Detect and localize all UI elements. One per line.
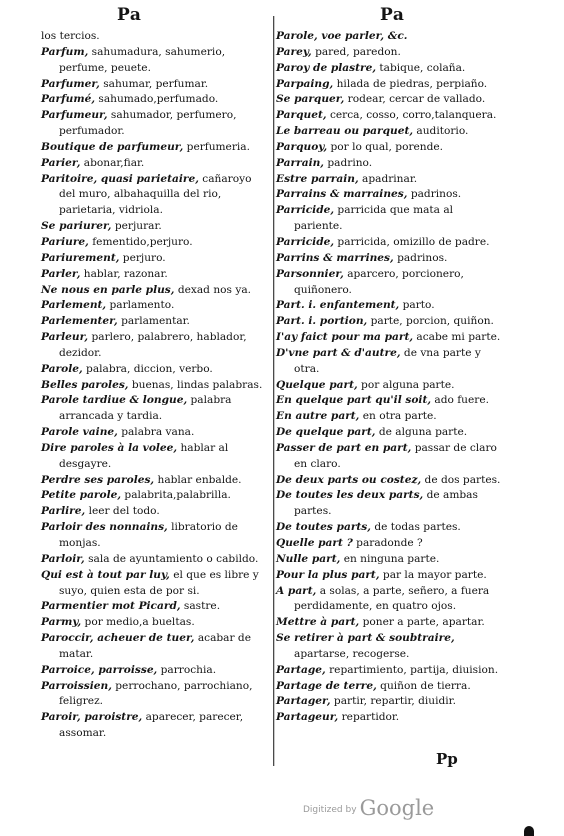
dictionary-entry (276, 346, 502, 378)
entry-headword: Parfum, (41, 45, 89, 58)
dictionary-entry (41, 330, 267, 362)
dictionary-entry (41, 140, 267, 156)
entry-translation: fementido,perjuro. (92, 235, 193, 248)
entry-translation: hablar, razonar. (83, 267, 168, 280)
entry-headword: Paroccir, acheuer de tuer, (41, 632, 195, 645)
entry-headword: Se pariurer, (41, 220, 112, 233)
dictionary-entry (276, 203, 502, 235)
entry-translation: padrinos. (397, 251, 448, 264)
entry-headword: Parrins & marrines, (276, 251, 394, 264)
dictionary-entry (41, 631, 267, 663)
dictionary-entry (41, 77, 267, 93)
dictionary-entry (41, 425, 267, 441)
dictionary-entry (41, 235, 267, 251)
entry-translation: los tercios. (41, 30, 100, 42)
running-head-left: Pa (117, 5, 142, 25)
entry-headword: Partageur, (276, 711, 339, 724)
entry-translation: en otra parte. (362, 410, 437, 423)
dictionary-entry (41, 219, 267, 235)
dictionary-entry (276, 441, 502, 473)
dictionary-entry (276, 251, 502, 267)
entry-translation: palabra arrancada y tardia. (59, 394, 232, 423)
entry-translation: padrino. (327, 156, 373, 169)
entry-headword: Partager, (276, 695, 331, 708)
running-head-right: Pa (380, 5, 405, 25)
corner-blot (524, 826, 534, 836)
entry-translation: palabra vana. (121, 426, 195, 439)
entry-translation: cañaroyo del muro, albahaquilla del rio, parietaria, vidriola. (59, 172, 252, 217)
entry-headword: Parroice, parroisse, (41, 663, 158, 676)
entry-headword: Partage, (276, 663, 326, 676)
signature-mark: Pp (436, 750, 458, 768)
dictionary-entry (276, 330, 502, 346)
dictionary-entry (276, 552, 502, 568)
entry-translation: palabrita,palabrilla. (124, 489, 231, 502)
entry-translation: hablar enbalde. (157, 473, 242, 486)
dictionary-entry (276, 536, 502, 552)
entry-translation: parto. (402, 299, 435, 312)
dictionary-entry (276, 298, 502, 314)
left-column (41, 29, 267, 742)
entry-headword: Ne nous en parle plus, (41, 283, 175, 296)
entry-headword: Pariure, (41, 235, 89, 248)
entry-translation: perrochano, parrochiano, feligrez. (59, 679, 253, 708)
entry-headword: Quelque part, (276, 378, 358, 391)
entry-headword: De quelque part, (276, 426, 376, 439)
dictionary-entry (276, 520, 502, 536)
entry-headword: Parlementer, (41, 315, 118, 328)
entry-translation: de ambas partes. (294, 489, 478, 518)
entry-headword: En autre part, (276, 410, 360, 423)
entry-headword: Parquet, (276, 109, 327, 122)
entry-translation: a solas, a parte, señero, a fuera perdidamente, en quatro ojos. (294, 584, 490, 613)
entry-headword: Pariurement, (41, 251, 120, 264)
dictionary-entry (41, 283, 267, 299)
google-logo: Google (359, 796, 435, 820)
dictionary-entry (41, 108, 267, 140)
entry-translation: apadrinar. (362, 172, 418, 185)
entry-translation: de alguna parte. (378, 426, 468, 439)
entry-translation: paradonde ? (356, 537, 423, 549)
entry-translation: parlero, palabrero, hablador, dezidor. (59, 331, 247, 359)
entry-headword: Parole vaine, (41, 426, 118, 439)
entry-headword: Se parquer, (276, 93, 345, 106)
dictionary-entry (276, 29, 502, 45)
entry-headword: Parpaing, (276, 77, 334, 90)
dictionary-entry (41, 599, 267, 615)
right-column (276, 29, 502, 726)
entry-headword: Paroir, paroistre, (41, 711, 143, 724)
dictionary-entry (41, 568, 267, 600)
dictionary-entry (276, 172, 502, 188)
entry-translation: parlamento. (109, 299, 175, 312)
dictionary-entry (276, 615, 502, 631)
entry-translation: aparecer, parecer, assomar. (59, 711, 244, 740)
dictionary-entry (41, 29, 267, 45)
entry-headword: Parrain, (276, 156, 324, 169)
dictionary-entry (41, 473, 267, 489)
entry-translation: padrinos. (410, 188, 462, 201)
entry-translation: perfumeria. (186, 140, 250, 153)
dictionary-entry (276, 187, 502, 203)
entry-translation: de dos partes. (424, 473, 501, 486)
entry-headword: Petite parole, (41, 489, 122, 502)
entry-translation: en ninguna parte. (343, 552, 440, 565)
entry-headword: Partage de terre, (276, 679, 377, 692)
entry-headword: Paroy de plastre, (276, 61, 377, 74)
entry-translation: passar de claro en claro. (294, 441, 497, 470)
dictionary-entry (276, 694, 502, 710)
dictionary-entry (276, 108, 502, 124)
dictionary-entry (41, 172, 267, 220)
dictionary-entry (276, 140, 502, 156)
entry-translation: ado fuere. (434, 394, 489, 407)
entry-translation: sahumador, perfumero, perfumador. (59, 109, 237, 138)
entry-translation: el que es libre y suyo, quien esta de por si. (59, 568, 259, 597)
entry-headword: Parole, voe parler, &c. (276, 30, 408, 42)
entry-translation: de vna parte y otra. (294, 346, 481, 375)
dictionary-entry (41, 314, 267, 330)
entry-headword: Parleur, (41, 331, 89, 344)
entry-headword: De toutes parts, (276, 521, 371, 534)
dictionary-entry (41, 92, 267, 108)
dictionary-entry (276, 77, 502, 93)
entry-headword: Parloir des nonnains, (41, 521, 168, 534)
entry-headword: A part, (276, 584, 317, 597)
dictionary-entry (276, 584, 502, 616)
entry-headword: Perdre ses paroles, (41, 473, 155, 486)
dictionary-entry (276, 679, 502, 695)
entry-translation: parricida que mata al pariente. (294, 204, 454, 233)
entry-headword: Nulle part, (276, 552, 341, 565)
entry-headword: Parmy, (41, 616, 82, 629)
entry-headword: I'ay faict pour ma part, (276, 331, 414, 344)
dictionary-entry (41, 679, 267, 711)
entry-headword: Boutique de parfumeur, (41, 140, 184, 153)
dictionary-entry (41, 393, 267, 425)
entry-headword: Parrains & marraines, (276, 188, 408, 201)
entry-headword: Parole, (41, 362, 83, 375)
dictionary-entry (276, 663, 502, 679)
dictionary-entry (41, 552, 267, 568)
entry-headword: Quelle part ? (276, 537, 353, 549)
entry-translation: repartidor. (341, 711, 400, 724)
entry-translation: por medio,a bueltas. (84, 616, 195, 629)
dictionary-entry (276, 409, 502, 425)
entry-headword: De toutes les deux parts, (276, 489, 424, 502)
entry-translation: quiñon de tierra. (380, 679, 471, 692)
entry-translation: sala de ayuntamiento o cabildo. (88, 552, 259, 565)
dictionary-entry (41, 488, 267, 504)
entry-translation: acabar de matar. (59, 632, 251, 660)
dictionary-entry (41, 267, 267, 283)
entry-headword: De deux parts ou costez, (276, 473, 422, 486)
entry-headword: Belles paroles, (41, 378, 129, 391)
entry-headword: Le barreau ou parquet, (276, 125, 414, 138)
entry-headword: Parfumeur, (41, 109, 108, 122)
entry-headword: Estre parrain, (276, 172, 359, 185)
dictionary-entry (276, 488, 502, 520)
dictionary-entry (41, 615, 267, 631)
entry-translation: tabique, colaña. (379, 61, 466, 74)
entry-translation: por alguna parte. (361, 378, 455, 391)
entry-headword: Pour la plus part, (276, 568, 380, 581)
dictionary-entry (276, 314, 502, 330)
entry-headword: Parole tardiue & longue, (41, 394, 188, 407)
entry-translation: parrochia. (160, 663, 217, 676)
entry-translation: apartarse, recogerse. (294, 647, 410, 660)
entry-translation: sahumadura, sahumerio, perfume, peuete. (59, 45, 226, 74)
entry-translation: perjuro. (122, 251, 166, 264)
entry-headword: Parloir, (41, 552, 85, 565)
entry-headword: Parlire, (41, 505, 86, 518)
dictionary-entry (41, 520, 267, 552)
entry-translation: por lo qual, porende. (330, 140, 444, 153)
dictionary-entry (41, 441, 267, 473)
dictionary-entry (276, 92, 502, 108)
dictionary-entry (276, 425, 502, 441)
dictionary-entry (276, 124, 502, 140)
entry-translation: dexad nos ya. (177, 283, 252, 296)
dictionary-entry (41, 298, 267, 314)
column-divider (273, 16, 274, 766)
dictionary-entry (41, 45, 267, 77)
entry-headword: Parfumer, (41, 77, 100, 90)
dictionary-entry (41, 663, 267, 679)
entry-translation: rodear, cercar de vallado. (347, 93, 486, 106)
digitized-by-watermark (303, 796, 434, 820)
dictionary-entry (41, 251, 267, 267)
entry-headword: Dire paroles à la volee, (41, 441, 178, 454)
entry-translation: hablar al desgayre. (59, 441, 229, 470)
entry-translation: sahumar, perfumar. (103, 77, 209, 90)
dictionary-entry (276, 393, 502, 409)
dictionary-entry (276, 45, 502, 61)
entry-translation: palabra, diccion, verbo. (86, 362, 213, 375)
entry-translation: parte, porcion, quiñon. (370, 315, 494, 328)
entry-headword: En quelque part qu'il soit, (276, 394, 432, 407)
entry-translation: buenas, lindas palabras. (131, 378, 263, 391)
entry-translation: cerca, cosso, corro,talanquera. (329, 109, 497, 122)
entry-translation: libratorio de monjas. (59, 521, 238, 549)
entry-translation: leer del todo. (88, 505, 160, 518)
entry-translation: sahumado,perfumado. (98, 93, 219, 106)
dictionary-entry (41, 710, 267, 742)
digitized-prefix: Digitized by (303, 805, 357, 815)
entry-translation: parlamentar. (121, 315, 190, 328)
dictionary-entry (276, 631, 502, 663)
entry-headword: D'vne part & d'autre, (276, 346, 401, 359)
dictionary-entry (41, 362, 267, 378)
dictionary-entry (276, 378, 502, 394)
entry-headword: Parmentier mot Picard, (41, 600, 181, 613)
dictionary-entry (276, 710, 502, 726)
dictionary-entry (276, 568, 502, 584)
entry-translation: partir, repartir, diuidir. (333, 695, 456, 708)
entry-headword: Parsonnier, (276, 267, 344, 280)
dictionary-entry (41, 156, 267, 172)
entry-translation: auditorio. (416, 125, 469, 138)
entry-headword: Parquoy, (276, 140, 328, 153)
entry-headword: Parey, (276, 45, 312, 58)
entry-translation: perjurar. (114, 220, 162, 233)
dictionary-entry (276, 473, 502, 489)
dictionary-entry (41, 504, 267, 520)
entry-translation: de todas partes. (374, 521, 461, 534)
entry-headword: Qui est à tout par luy, (41, 568, 170, 581)
entry-headword: Parricide, (276, 235, 335, 248)
dictionary-entry (276, 267, 502, 299)
entry-translation: sastre. (183, 600, 221, 613)
entry-translation: poner a parte, apartar. (362, 616, 485, 629)
entry-translation: repartimiento, partija, diuision. (329, 663, 499, 676)
entry-headword: Parfumé, (41, 93, 96, 106)
entry-headword: Part. i. portion, (276, 315, 368, 328)
entry-headword: Parlement, (41, 299, 107, 312)
entry-headword: Parler, (41, 267, 81, 280)
entry-headword: Parier, (41, 156, 81, 169)
entry-translation: par la mayor parte. (382, 568, 487, 581)
dictionary-entry (276, 156, 502, 172)
entry-headword: Paritoire, quasi parietaire, (41, 172, 199, 185)
dictionary-entry (41, 378, 267, 394)
entry-headword: Se retirer à part & soubtraire, (276, 632, 455, 645)
entry-translation: aparcero, porcionero, quiñonero. (294, 267, 464, 296)
entry-translation: pared, paredon. (315, 45, 401, 58)
entry-headword: Mettre à part, (276, 616, 360, 629)
dictionary-entry (276, 235, 502, 251)
entry-translation: acabe mi parte. (416, 331, 501, 344)
entry-translation: abonar,fiar. (83, 156, 145, 169)
entry-headword: Part. i. enfantement, (276, 299, 400, 312)
entry-translation: parricida, omizillo de padre. (337, 235, 490, 248)
entry-translation: hilada de piedras, perpiaño. (336, 77, 488, 90)
entry-headword: Parricide, (276, 204, 335, 217)
dictionary-entry (276, 61, 502, 77)
entry-headword: Passer de part en part, (276, 441, 412, 454)
entry-headword: Parroissien, (41, 679, 112, 692)
